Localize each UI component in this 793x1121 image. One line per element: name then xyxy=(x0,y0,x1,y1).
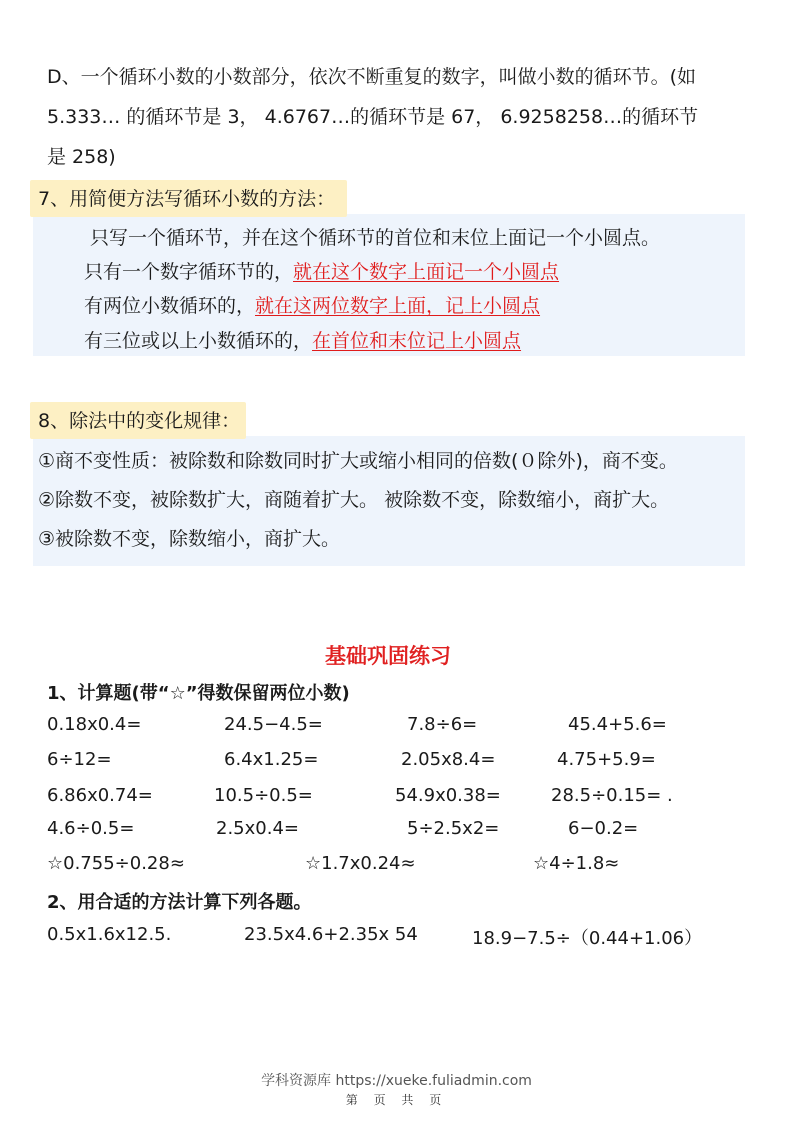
intro-line-3: 是 258) xyxy=(47,146,116,168)
calc-r4-c1: 4.6÷0.5= xyxy=(47,818,135,839)
intro-line-1: D、一个循环小数的小数部分，依次不断重复的数字，叫做小数的循环节。(如 xyxy=(47,66,697,88)
calc-r3-c1: 6.86x0.74= xyxy=(47,785,153,806)
q2-item-2: 23.5x4.6+2.35x 54 xyxy=(244,924,418,945)
calc-r2-c4: 4.75+5.9= xyxy=(557,749,656,770)
calc-r1-c3: 7.8÷6= xyxy=(407,714,478,735)
section7-line-1: 只写一个循环节，并在这个循环节的首位和末位上面记一个小圆点。 xyxy=(90,227,661,249)
calc-r4-c2: 2.5x0.4= xyxy=(216,818,299,839)
section7-line-2: 只有一个数字循环节的，就在这个数字上面记一个小圆点 xyxy=(84,261,560,283)
intro-line-2: 5.333… 的循环节是 3， 4.6767…的循环节是 67， 6.9258258…的循环节 xyxy=(47,106,699,128)
section8-line-3: ③被除数不变，除数缩小，商扩大。 xyxy=(38,528,341,550)
q2-item-1: 0.5x1.6x12.5. xyxy=(47,924,172,945)
q2-item-3: 18.9−7.5÷（0.44+1.06） xyxy=(472,928,703,949)
star-calc-2: ☆1.7x0.24≈ xyxy=(305,853,416,874)
calc-r4-c4: 6−0.2= xyxy=(568,818,639,839)
footer-source: 学科资源库 https://xueke.fuliadmin.com xyxy=(261,1073,532,1089)
calc-r2-c2: 6.4x1.25= xyxy=(224,749,319,770)
calc-r2-c1: 6÷12= xyxy=(47,749,112,770)
q1-heading: 1、计算题(带“☆”得数保留两位小数) xyxy=(47,683,350,704)
calc-r1-c2: 24.5−4.5= xyxy=(224,714,323,735)
section7-line-2-red: 就在这个数字上面记一个小圆点 xyxy=(293,261,560,283)
calc-r3-c4: 28.5÷0.15= . xyxy=(551,785,673,806)
footer-page: 第 页 共 页 xyxy=(345,1093,448,1107)
section8-line-1: ①商不变性质：被除数和除数同时扩大或缩小相同的倍数(０除外)，商不变。 xyxy=(38,450,678,472)
section8-heading: 8、除法中的变化规律： xyxy=(30,402,246,439)
section7-line-4-red: 在首位和末位记上小圆点 xyxy=(312,330,522,352)
calc-r2-c3: 2.05x8.4= xyxy=(401,749,496,770)
section7-line-4: 有三位或以上小数循环的，在首位和末位记上小圆点 xyxy=(84,330,522,352)
practice-title: 基础巩固练习 xyxy=(325,644,451,668)
section7-heading: 7、用简便方法写循环小数的方法： xyxy=(30,180,347,217)
calc-r1-c1: 0.18x0.4= xyxy=(47,714,142,735)
section8-line-2: ②除数不变，被除数扩大，商随着扩大。 被除数不变，除数缩小，商扩大。 xyxy=(38,489,670,511)
calc-r3-c2: 10.5÷0.5= xyxy=(214,785,313,806)
section7-line-3: 有两位小数循环的，就在这两位数字上面，记上小圆点 xyxy=(84,295,541,317)
calc-r3-c3: 54.9x0.38= xyxy=(395,785,501,806)
star-calc-1: ☆0.755÷0.28≈ xyxy=(47,853,185,874)
star-calc-3: ☆4÷1.8≈ xyxy=(533,853,620,874)
calc-r1-c4: 45.4+5.6= xyxy=(568,714,667,735)
calc-r4-c3: 5÷2.5x2= xyxy=(407,818,500,839)
section7-line-3-red: 就在这两位数字上面，记上小圆点 xyxy=(255,295,541,317)
q2-heading: 2、用合适的方法计算下列各题。 xyxy=(47,892,312,913)
